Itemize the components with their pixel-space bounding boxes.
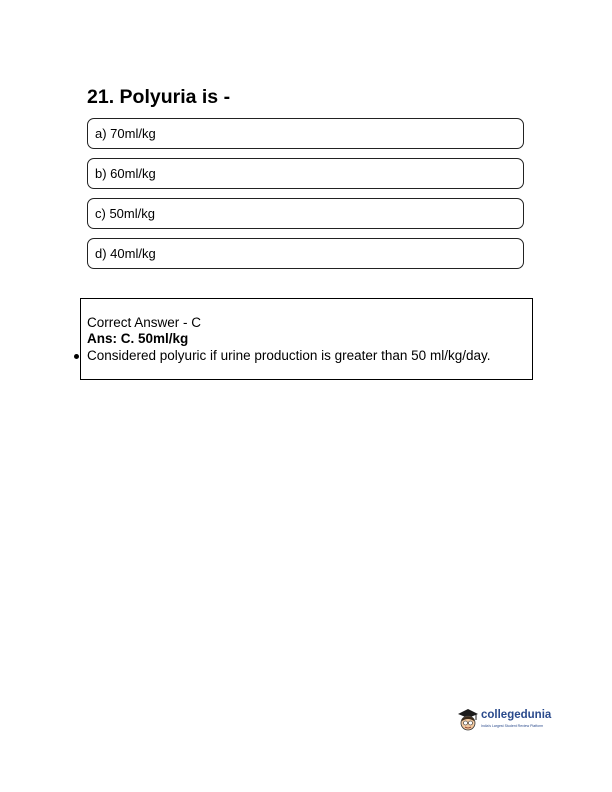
- logo-name: collegedunia: [481, 709, 552, 721]
- bullet-icon: [74, 354, 79, 359]
- option-b[interactable]: b) 60ml/kg: [87, 158, 524, 189]
- question-title: 21. Polyuria is -: [87, 86, 231, 108]
- correct-answer-label: Correct Answer - C: [87, 315, 202, 330]
- answer-explanation: Considered polyuric if urine production is greater than 50 ml/kg/day.: [87, 348, 491, 363]
- option-a[interactable]: a) 70ml/kg: [87, 118, 524, 149]
- answer-value: Ans: C. 50ml/kg: [87, 331, 189, 346]
- logo-tagline: India's Largest Student Review Platform: [481, 724, 544, 728]
- student-mascot-icon: [456, 707, 480, 735]
- collegedunia-logo: [456, 707, 556, 737]
- option-d[interactable]: d) 40ml/kg: [87, 238, 524, 269]
- option-c[interactable]: c) 50ml/kg: [87, 198, 524, 229]
